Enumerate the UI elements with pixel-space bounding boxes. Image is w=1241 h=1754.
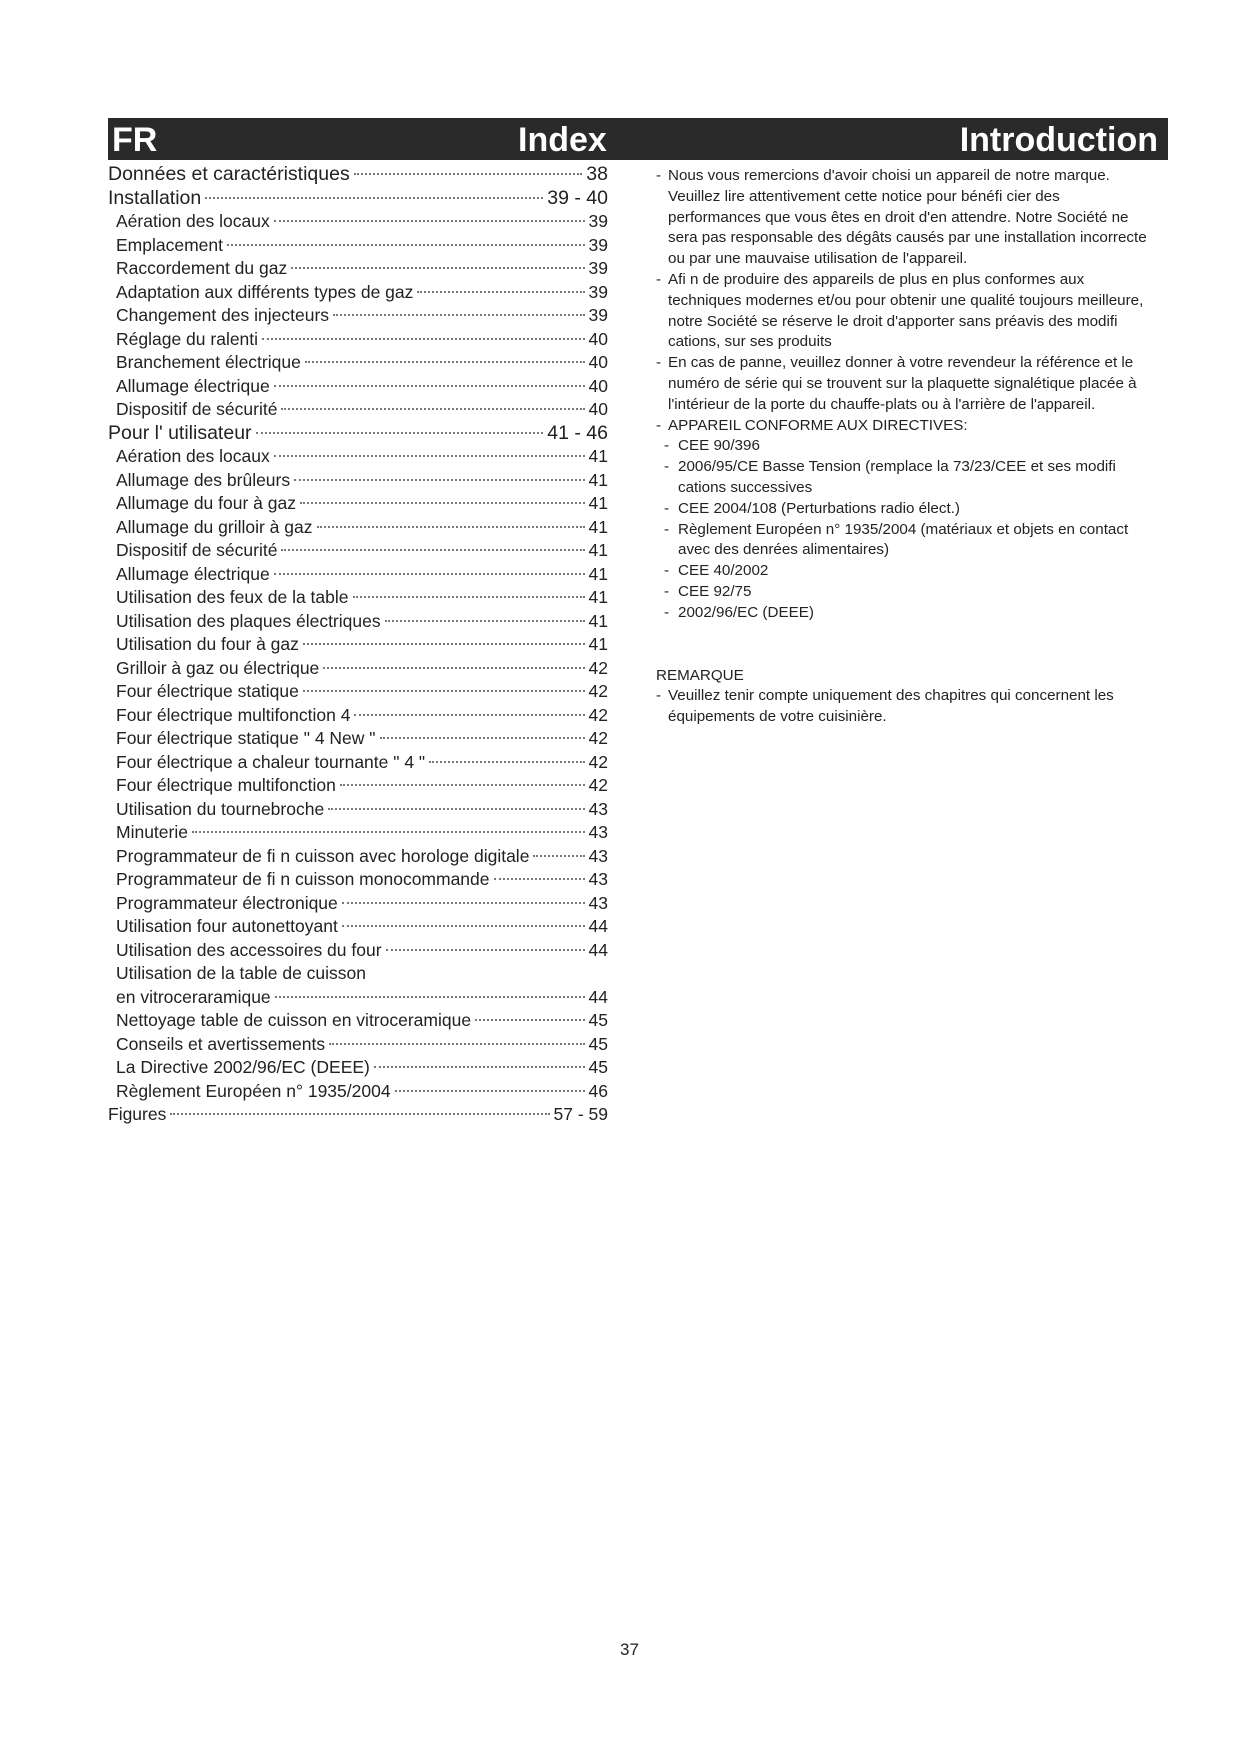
index-entry-page: 41 [588, 563, 608, 584]
index-entry-label: Aération des locaux [116, 211, 270, 231]
index-entry [108, 469, 608, 493]
index-entry-page: 42 [588, 657, 608, 678]
leader-dots [340, 784, 585, 786]
index-entry-label: Four électrique multifonction [116, 775, 336, 795]
leader-dots [429, 761, 584, 763]
leader-dots [533, 855, 584, 857]
index-entry-page: 43 [588, 845, 608, 866]
index-entry-page: 42 [588, 681, 608, 701]
index-entry-page: 41 [588, 469, 608, 490]
index-entry-label: Raccordement du gaz [116, 258, 288, 278]
leader-dots [303, 643, 585, 645]
index-entry-label: Allumage électrique [116, 375, 270, 396]
language-code: FR [112, 121, 158, 159]
index-entry [108, 328, 608, 352]
leader-dots [281, 549, 584, 551]
leader-dots [475, 1019, 584, 1021]
index-entry [108, 774, 608, 798]
index-entry-label: Four électrique statique " 4 New " [116, 728, 376, 748]
directive-item: - CEE 92/75 [664, 582, 752, 600]
index-entry-label: Programmateur de fi n cuisson monocommande [116, 869, 490, 889]
leader-dots [323, 667, 584, 669]
index-list [108, 163, 608, 1127]
index-entry [108, 445, 608, 469]
index-entry-page: 41 [588, 446, 608, 466]
index-entry-label: Grilloir à gaz ou électrique [116, 657, 320, 678]
leader-dots [385, 620, 585, 622]
leader-dots [494, 878, 585, 880]
index-entry-label: Utilisation du tournebroche [116, 798, 325, 819]
index-entry [108, 210, 608, 234]
intro-paragraph: - En cas de panne, veuillez donner à votre revendeur la référence et le numéro de série qui se trouvent sur la plaquette signalétique placée à l'intérieur de la porte du chauffe-plats ou à l'arrière de l'appareil. [656, 354, 1137, 413]
index-entry-page: 43 [588, 892, 608, 913]
index-entry-label: Allumage électrique [116, 563, 270, 584]
index-entry [108, 1080, 608, 1104]
index-entry [108, 351, 608, 375]
index-entry-page: 41 [588, 493, 608, 513]
leader-dots [395, 1090, 585, 1092]
leader-dots [170, 1113, 549, 1115]
index-entry-label: Réglage du ralenti [116, 328, 259, 349]
index-entry-label: Nettoyage table de cuisson en vitroceramique [116, 1010, 472, 1030]
index-entry [108, 821, 608, 845]
introduction-section [656, 166, 1156, 728]
index-entry-page: 41 [588, 610, 608, 631]
index-title: Index [518, 121, 607, 159]
leader-dots [300, 502, 585, 504]
index-entry [108, 1033, 608, 1057]
leader-dots [274, 220, 585, 222]
index-entry-page: 45 [588, 1010, 608, 1030]
index-entry-label: Changement des injecteurs [116, 305, 330, 325]
index-entry-page: 42 [588, 704, 608, 725]
index-entry-label: Four électrique multifonction 4 [116, 704, 351, 725]
index-entry [108, 680, 608, 704]
index-entry-page: 43 [588, 798, 608, 819]
index-entry [108, 492, 608, 516]
index-entry-label: Données et caractéristiques [108, 163, 350, 185]
leader-dots [329, 1043, 584, 1045]
index-entry-label: Allumage du four à gaz [116, 493, 296, 513]
index-entry-label: La Directive 2002/96/EC (DEEE) [116, 1057, 370, 1077]
index-entry-page: 44 [588, 986, 608, 1007]
index-entry-label: en vitroceraramique [116, 986, 271, 1007]
leader-dots [205, 197, 543, 199]
leader-dots [417, 291, 584, 293]
leader-dots [274, 385, 585, 387]
index-entry [108, 657, 608, 681]
leader-dots [353, 596, 585, 598]
index-entry-label: Allumage des brûleurs [116, 469, 291, 490]
index-entry-label: Utilisation des plaques électriques [116, 610, 381, 631]
index-entry [108, 727, 608, 751]
index-entry-label: Utilisation du four à gaz [116, 634, 299, 654]
index-entry-label: Branchement électrique [116, 352, 301, 372]
index-entry [108, 1056, 608, 1080]
leader-dots [374, 1066, 585, 1068]
remarque-title: REMARQUE [656, 666, 744, 684]
index-entry-page: 42 [588, 751, 608, 772]
leader-dots [275, 996, 585, 998]
page-number: 37 [620, 1640, 639, 1659]
index-entry-page: 45 [588, 1057, 608, 1077]
leader-dots [342, 902, 585, 904]
leader-dots [294, 479, 584, 481]
index-entry-label: Installation [108, 186, 202, 209]
index-entry [108, 375, 608, 399]
index-entry [108, 563, 608, 587]
index-entry-page: 41 [588, 587, 608, 607]
index-entry [108, 1103, 608, 1127]
index-entry-page: 39 [588, 281, 608, 302]
directive-item: - CEE 90/396 [664, 437, 760, 455]
intro-paragraph: - Nous vous remercions d'avoir choisi un appareil de notre marque. Veuillez lire attentivement cette notice pour bénéfi cier des performances que vous êtes en droit d'en attendre. Notre Société ne sera pas responsable des dégâts causés par une installation incorrecte ou par une mauvaise utilisation de l'appareil. [656, 167, 1147, 268]
index-entry-page: 40 [588, 328, 608, 349]
index-entry-page: 40 [588, 352, 608, 372]
header-bar [108, 118, 1168, 160]
directives-heading: - APPAREIL CONFORME AUX DIRECTIVES: [656, 416, 968, 434]
index-entry-label: Minuterie [116, 822, 188, 842]
index-entry-page: 45 [588, 1033, 608, 1054]
introduction-title: Introduction [959, 121, 1158, 159]
index-entry-page: 44 [588, 916, 608, 936]
index-entry [108, 516, 608, 540]
index-entry [108, 187, 608, 211]
index-entry-page: 39 [588, 258, 608, 278]
index-entry-label: Dispositif de sécurité [116, 399, 278, 419]
leader-dots [227, 244, 585, 246]
index-entry-page: 41 [588, 516, 608, 537]
index-entry-label: Aération des locaux [116, 446, 270, 466]
leader-dots [256, 432, 544, 434]
leader-dots [274, 455, 585, 457]
index-entry-page: 41 - 46 [547, 421, 608, 444]
index-entry [108, 539, 608, 563]
index-entry-page: 42 [588, 775, 608, 795]
leader-dots [281, 408, 584, 410]
directive-item: - CEE 40/2002 [664, 562, 769, 580]
index-entry-label: Utilisation de la table de cuisson [116, 963, 367, 983]
leader-dots [305, 361, 585, 363]
leader-dots [354, 173, 583, 175]
index-entry [108, 163, 608, 187]
index-entry [108, 845, 608, 869]
index-entry-label: Allumage du grilloir à gaz [116, 516, 313, 537]
index-entry-page: 39 [588, 234, 608, 255]
directive-item: - Règlement Européen n° 1935/2004 (matériaux et objets en contact avec des denrées alimentaires) [664, 520, 1129, 559]
index-entry-page: 39 [588, 211, 608, 231]
index-entry [108, 892, 608, 916]
index-entry-label: Utilisation four autonettoyant [116, 916, 338, 936]
leader-dots [328, 808, 584, 810]
leader-dots [333, 314, 584, 316]
index-entry-page: 57 - 59 [553, 1104, 608, 1124]
directive-item: - 2002/96/EC (DEEE) [664, 603, 814, 621]
leader-dots [303, 690, 585, 692]
index-entry-label: Adaptation aux différents types de gaz [116, 281, 414, 302]
index-entry [108, 939, 608, 963]
leader-dots [386, 949, 585, 951]
index-entry [108, 304, 608, 328]
index-entry-label: Programmateur de fi n cuisson avec horologe digitale [116, 845, 530, 866]
index-entry-page: 41 [588, 634, 608, 654]
leader-dots [354, 714, 584, 716]
index-entry-page: 42 [588, 728, 608, 748]
leader-dots [192, 831, 585, 833]
leader-dots [380, 737, 585, 739]
index-entry [108, 234, 608, 258]
leader-dots [317, 526, 585, 528]
index-entry-label: Conseils et avertissements [116, 1033, 326, 1054]
index-entry-page: 43 [588, 869, 608, 889]
index-entry-label: Emplacement [116, 234, 223, 255]
index-entry-label: Utilisation des feux de la table [116, 587, 349, 607]
index-entry-label: Pour l' utilisateur [108, 421, 252, 444]
index-entry [108, 633, 608, 657]
index-entry-label: Dispositif de sécurité [116, 540, 278, 560]
index-entry-page: 39 - 40 [547, 186, 608, 209]
index-entry-page: 38 [586, 163, 608, 185]
index-entry [108, 422, 608, 446]
leader-dots [291, 267, 584, 269]
index-entry [108, 257, 608, 281]
index-entry [108, 586, 608, 610]
index-entry [108, 868, 608, 892]
index-entry [108, 798, 608, 822]
index-entry [108, 986, 608, 1010]
directive-item: - CEE 2004/108 (Perturbations radio élect.) [664, 499, 960, 517]
directive-item: - 2006/95/CE Basse Tension (remplace la 73/23/CEE et ses modifi cations successives [664, 458, 1116, 496]
index-entry [108, 281, 608, 305]
index-entry-label: Figures [108, 1104, 167, 1124]
index-entry-label: Règlement Européen n° 1935/2004 [116, 1080, 391, 1101]
index-entry-page: 46 [588, 1080, 608, 1101]
index-entry [108, 962, 608, 986]
remarque-text: - Veuillez tenir compte uniquement des chapitres qui concernent les équipements de votre cuisinière. [656, 687, 1114, 726]
directive-list [656, 436, 1156, 623]
index-entry [108, 610, 608, 634]
leader-dots [342, 925, 585, 927]
index-entry-label: Four électrique statique [116, 681, 299, 701]
index-entry [108, 398, 608, 422]
index-entry [108, 915, 608, 939]
index-entry [108, 751, 608, 775]
index-entry-page: 44 [588, 939, 608, 960]
index-entry-page: 43 [588, 822, 608, 842]
index-entry-page: 40 [588, 375, 608, 396]
index-entry-page: 40 [588, 399, 608, 419]
index-entry-label: Programmateur électronique [116, 892, 338, 913]
leader-dots [274, 573, 585, 575]
index-entry [108, 1009, 608, 1033]
index-entry-label: Utilisation des accessoires du four [116, 939, 382, 960]
intro-paragraph: - Afi n de produire des appareils de plus en plus conformes aux techniques modernes et/ou pour obtenir une qualité toujours meilleure, notre Société se réserve le droit d'apporter sans préavis des modifi cations, sur ses produits [656, 270, 1144, 351]
index-entry [108, 704, 608, 728]
index-entry-label: Four électrique a chaleur tournante " 4 " [116, 751, 426, 772]
index-entry-page: 41 [588, 540, 608, 560]
leader-dots [262, 338, 584, 340]
index-entry-page: 39 [588, 305, 608, 325]
